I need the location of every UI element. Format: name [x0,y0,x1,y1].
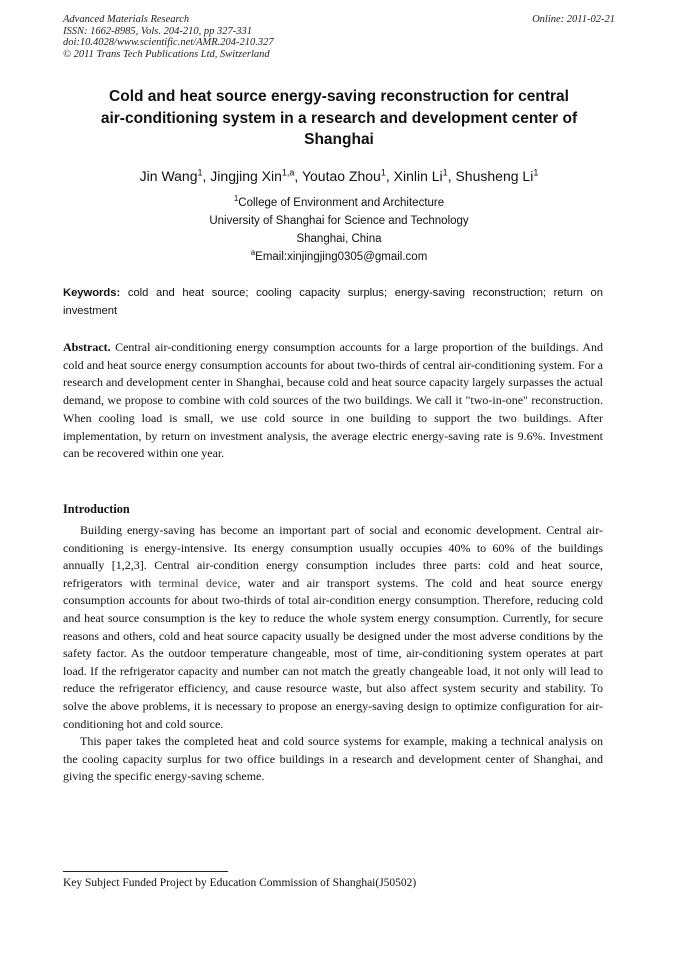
introduction-paragraph-1: Building energy-saving has become an important part of social and economic development. Central air-conditioning is energy-intensive. Its energy consumption usually occupies 40% to 60% of the buildings annually [1,2,3]. Central air-condition energy consumption includes three parts: cold and heat source, refrigerators with terminal device, water and air transport systems. The cold and heat source energy consumption accounts for about two-thirds of total air-condition energy consumption. Therefore, reducing cold and heat source consumption is the key to reduce the whole system energy consumption. Currently, for secure reasons and others, cold and heat source capacity usually be designed under the most adverse conditions by the safety factor. As the outdoor temperature changeable, most of time, air-conditioning system operates at part load. If the refrigerator capacity and number can not match the greatly changeable load, it not only will lead to reduce the refrigerator efficiency, and cause resource waste, but also affect system security and stability. To solve the above problems, it is necessary to propose an energy-saving design to optimize configuration for air-conditioning hot and cold source. [63,523,604,731]
keywords-label: Keywords: [63,287,121,299]
journal-name: Advanced Materials Research [63,14,190,25]
affiliation-block [70,194,608,266]
author-name: Jin Wang [139,168,198,184]
title-line-3: Shanghai [304,131,374,148]
author-name: Youtao Zhou [301,168,381,184]
author-superscript: 1 [197,167,203,178]
keywords-text: cold and heat source; cooling capacity surplus; energy-saving reconstruction; return on investment [63,287,603,317]
affiliation-city: Shanghai, China [296,233,382,245]
footnote-divider [63,871,228,872]
affiliation-email: $^a$Email:xinjingjing0305@gmail.com [250,248,428,263]
title-line-2: air-conditioning system in a research and development center of [100,109,578,127]
introduction-paragraph-2: This paper takes the completed heat and cold source systems for example, making a technical analysis on the cooling capacity surplus for two office buildings in a research and development center of Shanghai, and giving the specific energy-saving scheme. [63,734,603,784]
abstract-paragraph [63,339,603,463]
title-line-1: Cold and heat source energy-saving reconstruction for central [109,88,569,105]
author-separator: , [385,168,394,184]
doi-line: doi:10.4028/www.scientific.net/AMR.204-210.327 [63,37,274,48]
paper-title [70,86,608,151]
email-marker: a [250,248,256,258]
author-name: Shusheng Li [455,168,534,184]
author-superscript: 1 [442,167,448,178]
keywords-paragraph [63,284,603,320]
affiliation-university: University of Shanghai for Science and Technology [209,215,469,227]
highlighted-term: terminal device [158,575,238,590]
journal-header [63,14,615,60]
copyright-line: © 2011 Trans Tech Publications Ltd, Switzerland [63,48,270,60]
author-list [40,166,638,186]
footnote-text: Key Subject Funded Project by Education Commission of Shanghai(J50502) [63,877,417,889]
author-name: Jingjing Xin [210,168,282,184]
author-superscript: 1 [533,167,539,178]
affiliation-college: $^1$College of Environment and Architecture [233,194,445,209]
affiliation-marker: 1 [233,194,239,204]
abstract-text: Central air-conditioning energy consumption accounts for a large proportion of the buildings. And cold and heat source energy consumption accounts for about two-thirds of central air-conditioning system. For a research and development center in Shanghai, because cold and heat source capacity largely surpasses the actual demand, we propose to combine with cold sources of the two buildings. We call it "two-in-one" reconstruction. When cooling load is small, we use cold source in one building to support the two buildings. After implementation, by return on investment analysis, the average electric energy-saving rate is 9.6%. Investment can be recovered within one year. [63,340,603,461]
section-heading-introduction: Introduction [63,502,130,516]
author-name: Xinlin Li [393,168,443,184]
author-separator: , [202,168,211,184]
abstract-label: Abstract. [63,340,111,354]
author-separator: , [447,168,456,184]
issn-line: ISSN: 1662-8985, Vols. 204-210, pp 327-331 [63,25,252,37]
introduction-body [63,522,603,786]
author-superscript: 1 [380,167,386,178]
author-superscript: 1,a [281,167,295,178]
author-separator: , [294,168,302,184]
online-date: Online: 2011-02-21 [532,14,615,25]
